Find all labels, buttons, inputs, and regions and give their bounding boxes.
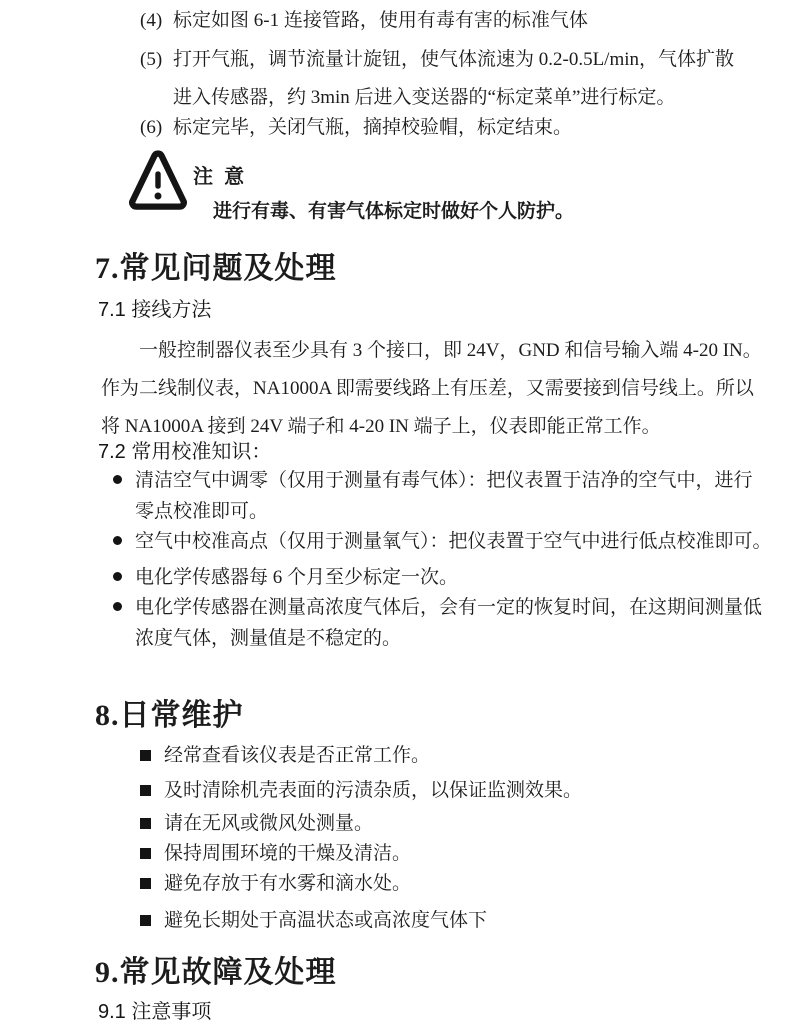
step-number: (5) [140,49,163,70]
square-bullet-icon [140,750,151,761]
bullet-icon [113,602,122,611]
list-item [113,562,730,593]
square-bullet-icon [140,915,151,926]
list-item [140,839,730,869]
step-text: 标定完毕，关闭气瓶，摘掉校验帽，标定结束。 [173,117,573,138]
exclamation-dot [155,193,162,200]
list-item [140,809,730,839]
section-9-1-heading: 9.1 注意事项 [98,1001,212,1023]
warning-triangle-icon [129,149,187,213]
bullet-icon [113,572,122,581]
list-item-step-4 [140,2,720,40]
bullet-text: 及时清除机壳表面的污渍杂质，以保证监测效果。 [164,780,583,801]
bullet-text: 浓度气体，测量值是不稳定的。 [135,628,402,649]
notice-title: 注 意 [193,166,245,188]
paragraph-line: 将 NA1000A 接到 24V 端子和 4-20 IN 端子上，仪表即能正常工作。 [101,416,661,437]
bullet-text: 空气中校准高点（仅用于测量氧气）：把仪表置于空气中进行低点校准即可。 [135,531,772,552]
section-8-heading: 8.日常维护 [95,699,244,732]
square-bullet-icon [140,878,151,889]
bullet-text: 经常查看该仪表是否正常工作。 [164,745,431,766]
paragraph-line: 一般控制器仪表至少具有 3 个接口，即 24V，GND 和信号输入端 4-20 IN。 [139,340,762,361]
section-7-1-heading: 7.1 接线方法 [98,299,212,321]
list-item [140,741,730,771]
section-9-heading: 9.常见故障及处理 [95,956,337,989]
square-bullet-icon [140,848,151,859]
step-number: (4) [140,10,163,31]
bullet-text: 零点校准即可。 [135,501,269,522]
bullet-text: 清洁空气中调零（仅用于测量有毒气体）：把仪表置于洁净的空气中，进行 [135,470,753,491]
list-item [140,776,730,806]
list-item [140,906,730,936]
exclamation-bar [155,171,160,188]
bullet-icon [113,475,122,484]
bullet-text: 电化学传感器在测量高浓度气体后，会有一定的恢复时间，在这期间测量低 [135,597,763,618]
square-bullet-icon [140,785,151,796]
list-item [140,869,730,899]
bullet-text: 避免长期处于高温状态或高浓度气体下 [164,910,488,931]
paragraph-line: 作为二线制仪表，NA1000A 即需要线路上有压差，又需要接到信号线上。所以 [101,378,754,399]
section-7-2-heading: 7.2 常用校准知识： [98,441,272,463]
section-7-heading: 7.常见问题及处理 [95,252,337,285]
step-text: 打开气瓶，调节流量计旋钮，使气体流速为 0.2-0.5L/min，气体扩散 [173,49,735,70]
step-number: (6) [140,117,163,138]
bullet-text: 避免存放于有水雾和滴水处。 [164,873,412,894]
list-item [113,526,772,557]
bullet-text: 请在无风或微风处测量。 [164,813,374,834]
list-item-step-6 [140,109,720,147]
step-text: 标定如图 6-1 连接管路，使用有毒有害的标准气体 [173,10,588,31]
square-bullet-icon [140,818,151,829]
bullet-text: 电化学传感器每 6 个月至少标定一次。 [135,567,459,588]
list-item-step-5 [140,41,735,117]
bullet-text: 保持周围环境的干燥及清洁。 [164,843,412,864]
step-text: 进入传感器，约 3min 后进入变送器的“标定菜单”进行标定。 [173,87,676,108]
list-item [113,592,763,654]
wiring-paragraph [101,332,762,446]
bullet-icon [113,536,122,545]
notice-text: 进行有毒、有害气体标定时做好个人防护。 [213,201,575,222]
list-item [113,465,753,527]
